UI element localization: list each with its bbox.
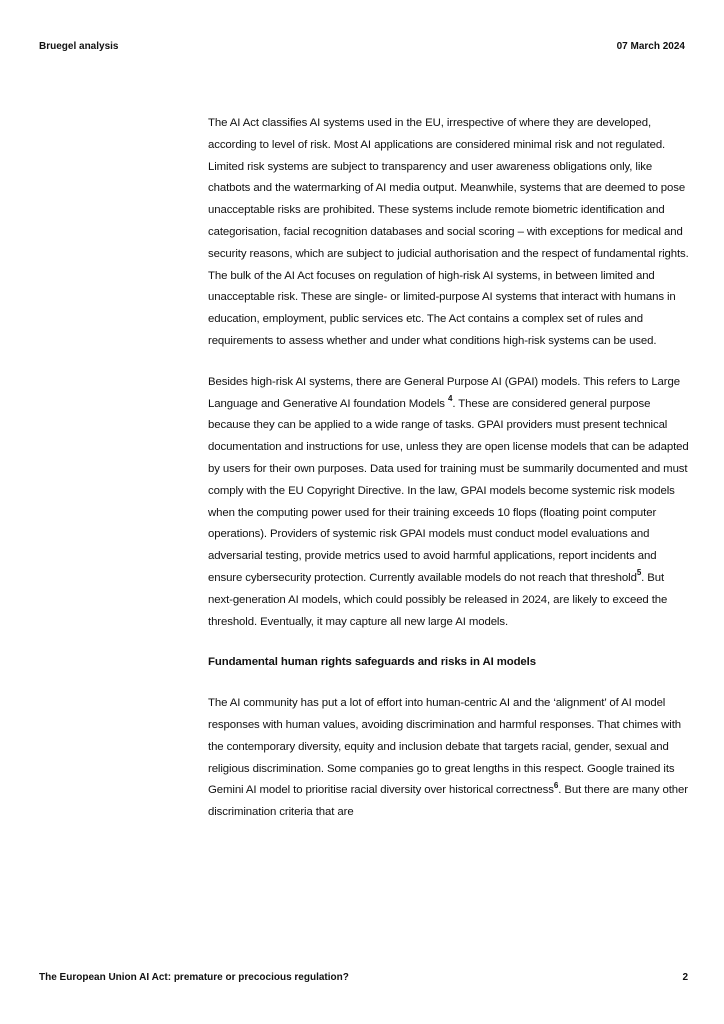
- paragraph-text: Besides high-risk AI systems, there are General Purpose AI (GPAI) models. This refers to Large Language and Generative AI foundation Models: [208, 375, 680, 410]
- paragraph-gpai-models: [208, 372, 690, 634]
- paragraph-text: The AI community has put a lot of effort into human-centric AI and the ‘alignment’ of AI model responses with human values, avoiding discrimination and harmful responses. That chimes with the contemporary diversity, equity and inclusion debate that targets racial, gender, sexual and religious discrimination. Some companies go to great lengths in this respect. Google trained its Gemini AI model to prioritise racial diversity over historical correctness: [208, 697, 682, 797]
- header-date: 07 March 2024: [616, 41, 685, 52]
- article-body: [208, 113, 690, 843]
- paragraph-text: . These are considered general purpose because they can be applied to a wide range of tasks. GPAI providers must present technical documentation and instructions for use, unless they are open license models that can be adapted by users for their own purposes. Data used for training must be summarily documented and must comply with the EU Copyright Directive. In the law, GPAI models become systemic risk models when the computing power used for their training exceeds 10 flops (floating point computer operations). Providers of systemic risk GPAI models must conduct model evaluations and adversarial testing, provide metrics used to avoid harmful applications, report incidents and ensure cybersecurity protection. Currently available models do not reach that threshold: [208, 397, 689, 584]
- footer-document-title: The European Union AI Act: premature or precocious regulation?: [39, 972, 349, 983]
- footer-page-number: 2: [682, 972, 688, 983]
- footnote-ref-4[interactable]: 4: [447, 393, 453, 403]
- footnote-ref-6[interactable]: 6: [553, 780, 559, 790]
- paragraph-text: . But there are many other discrimination criteria that are: [208, 784, 688, 819]
- paragraph-text: . But next-generation AI models, which could possibly be released in 2024, are likely to exceed the threshold. Eventually, it may capture all new large AI models.: [208, 571, 668, 628]
- header-publisher: Bruegel analysis: [39, 41, 119, 52]
- paragraph-human-rights: [208, 693, 690, 824]
- paragraph-risk-classification: The AI Act classifies AI systems used in the EU, irrespective of where they are developed, according to level of risk. Most AI applications are considered minimal risk and not regulated. Limited risk systems are subject to transparency and user awareness obligations only, like chatbots and the watermarking of AI media output. Meanwhile, systems that are deemed to pose unacceptable risks are prohibited. These systems include remote biometric identification and categorisation, facial recognition databases and social scoring – with exceptions for medical and security reasons, which are subject to judicial authorisation and the respect of fundamental rights. The bulk of the AI Act focuses on regulation of high-risk AI systems, in between limited and unacceptable risk. These are single- or limited-purpose AI systems that interact with humans in education, employment, public services etc. The Act contains a complex set of rules and requirements to assess whether and under what conditions high-risk systems can be used.: [208, 117, 689, 347]
- section-heading: Fundamental human rights safeguards and risks in AI models: [208, 656, 536, 669]
- footnote-ref-5[interactable]: 5: [636, 568, 642, 578]
